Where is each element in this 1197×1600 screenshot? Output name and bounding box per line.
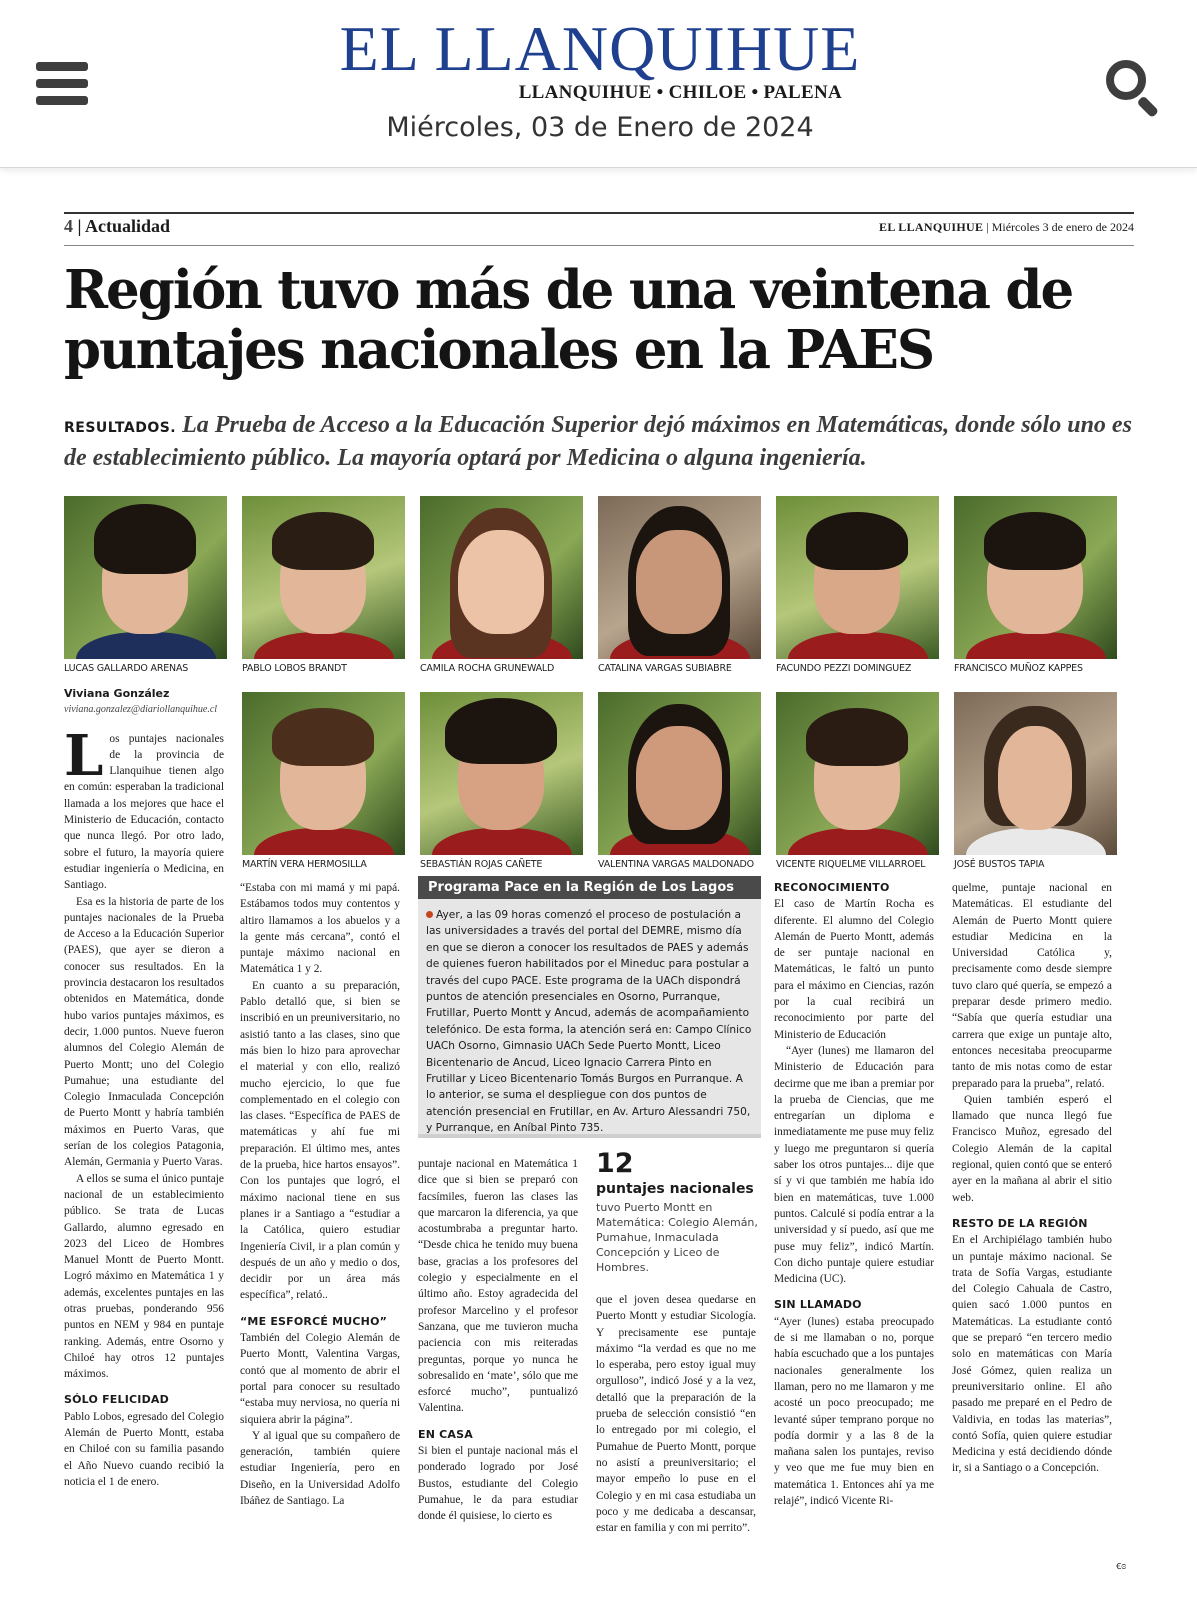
student-photo <box>420 496 583 674</box>
photo-caption: CATALINA VARGAS SUBIABRE <box>598 663 732 674</box>
student-photo <box>954 692 1117 870</box>
photo-caption: LUCAS GALLARDO ARENAS <box>64 663 189 674</box>
brand-regions: LLANQUIHUE • CHILOE • PALENA <box>518 82 842 103</box>
student-photo <box>242 692 405 870</box>
body-paragraph: Quien también esperó el llamado que nunca llegó fue Francisco Muñoz, egresado del Colegio Alemán de la capital regional, quien contó que se enteró ayer en la mañana al abrir el sitio web. <box>952 1093 1112 1204</box>
body-paragraph: que el joven desea quedarse en Puerto Montt y estudiar Sicología. Y precisamente ese puntaje máximo “la verdad es que no me lo esperaba, pero estoy igual muy orgulloso”, indicó José y a la vez, detalló que la preparación de la prueba de selección consistió “en lo entregado por mi colegio, el Pumahue de Puerto Montt, porque no asistí a preuniversitario; el mayor empeño lo puse en el Colegio y en mi casa estudiaba un poco y me dedicaba a descansar, estar en familia y con mi perrito”. <box>596 1294 756 1535</box>
author-name: Viviana González <box>64 687 170 700</box>
portrait-image <box>420 496 583 659</box>
student-photo <box>776 692 939 870</box>
portrait-image <box>420 692 583 855</box>
folio-section: Actualidad <box>84 216 171 236</box>
body-paragraph: “Estaba con mi mamá y mi papá. Estábamos todos muy contentos y altiro llamamos a los abuelos y a la gente más cercana”, contó el puntaje máximo nacional en Matemática 1 y 2. <box>240 882 400 976</box>
end-mark: ꞓɞ <box>1116 1560 1127 1572</box>
article-column-1 <box>64 686 224 1490</box>
site-header <box>0 0 1197 168</box>
folio-date: Miércoles 3 de enero de 2024 <box>991 220 1134 234</box>
photo-grid <box>64 496 1134 876</box>
section-subhead: RESTO DE LA REGIÓN <box>952 1216 1088 1230</box>
deck-kicker: RESULTADOS. <box>64 420 177 436</box>
student-photo <box>954 496 1117 674</box>
student-photo <box>598 692 761 870</box>
portrait-image <box>598 496 761 659</box>
stat-description: tuvo Puerto Montt en Matemática: Colegio Alemán, Pumahue, Inmaculada Concepción y Liceo de Hombres. <box>596 1201 758 1274</box>
stat-number: 12 <box>596 1148 634 1179</box>
article-column-4 <box>596 1292 756 1536</box>
folio-brand: EL LLANQUIHUE <box>879 220 984 234</box>
section-subhead: EN CASA <box>418 1427 473 1441</box>
photo-caption: MARTÍN VERA HERMOSILLA <box>242 859 367 870</box>
portrait-image <box>954 496 1117 659</box>
body-paragraph: El caso de Martín Rocha es diferente. El alumno del Colegio Alemán de Puerto Montt, además de ser puntaje nacional en Matemáticas, le faltó un punto para el máximo en Ciencias, razón por la cual recibirá un reconocimiento por parte del Ministerio de Educación <box>774 898 934 1041</box>
photo-caption: JOSÉ BUSTOS TAPIA <box>954 859 1045 870</box>
masthead[interactable] <box>300 14 900 104</box>
section-subhead: “ME ESFORCÉ MUCHO” <box>240 1314 388 1328</box>
info-box <box>418 876 761 1138</box>
photo-caption: FRANCISCO MUÑOZ KAPPES <box>954 663 1083 674</box>
bullet-icon <box>426 911 433 918</box>
drop-cap: L <box>64 722 104 789</box>
photo-caption: VALENTINA VARGAS MALDONADO <box>598 859 754 870</box>
search-icon[interactable] <box>1104 58 1164 118</box>
author-email[interactable]: viviana.gonzalez@diariollanquihue.cl <box>64 704 218 716</box>
lead-paragraph: Los puntajes nacionales de la provincia de Llanquihue tienen algo en común: esperaban la tradicional llamada a los mejores que hace el Ministerio de Educación, contacto que nunca llegó. Por otro lado, sobre el futuro, la mayoría quiere estudiar ingeniería o Medicina, en Santiago. <box>64 722 224 892</box>
student-photo <box>776 496 939 674</box>
body-paragraph: Si bien el puntaje nacional más el ponderado logrado por José Bustos, estudiante del Colegio Pumahue, le da para estudiar donde él quisiese, lo cierto es <box>418 1445 578 1523</box>
body-paragraph: En cuanto a su preparación, Pablo detalló que, si bien se inscribió en un preuniversitario, no asistió tanto a las clases, sino que más bien lo hizo para aprovechar el material y con ello, realizó mucho ejercicio, lo que fue complementado en el colegio con las clases. “Específica de PAES de matemáticas y ahí fue mi preparación. El último mes, antes de la prueba, hice hartos ensayos”. Con los puntajes que logró, el máximo nacional tiene en sus planes ir a Santiago a “estudiar a la Católica, quiero estudiar Ingeniería Civil, ir a plan común y después de un año y medio o dos, decidir por un área más específica”, relató.. <box>240 979 400 1302</box>
body-paragraph: quelme, puntaje nacional en Matemáticas. El estudiante del Alemán de Puerto Montt quiere estudiar Medicina en la Universidad Católica y, precisamente como desde siempre tuvo claro qué quería, se empezó a preparar desde primero medio. “Sabía que quería estudiar una carrera que exige un puntaje alto, entonces necesitaba preocuparme tanto de mis notas como de estar preparado para la prueba”, relató. <box>952 882 1112 1090</box>
portrait-image <box>242 692 405 855</box>
body-paragraph: Y al igual que su compañero de generación, también quiere estudiar Ingeniería, pero en Diseño, en la Universidad Adolfo Ibáñez de Santiago. La <box>240 1429 400 1507</box>
body-paragraph: Pablo Lobos, egresado del Colegio Alemán de Puerto Montt, estaba en Chiloé con su familia pasando el Año Nuevo cuando recibió la noticia el 1 de enero. <box>64 1410 224 1488</box>
photo-caption: CAMILA ROCHA GRUNEWALD <box>420 663 555 674</box>
body-paragraph: En el Archipiélago también hubo un puntaje máximo nacional. Se trata de Sofía Vargas, estudiante del Colegio Cahuala de Castro, quien sacó 1.000 puntos en Matemáticas. La estudiante contó que se preparó “en tercero medio solo en matemáticas con María José Gómez, quien realiza un preuniversitario online. El año pasado me preparé en el Pedro de Valdivia, en todas las materias”, contó Sofía, quien quiere estudiar Medicina y está decidiendo dónde ir, si a Santiago o a Concepción. <box>952 1234 1112 1475</box>
portrait-image <box>776 692 939 855</box>
stat-label: puntajes nacionales <box>596 1181 754 1197</box>
folio-page-number: 4 <box>64 216 73 236</box>
student-photo <box>242 496 405 674</box>
student-photo <box>598 496 761 674</box>
info-box-title: Programa Pace en la Región de Los Lagos <box>418 876 761 899</box>
body-paragraph: Esa es la historia de parte de los puntajes nacionales de la Prueba de Acceso a la Educación Superior (PAES), que ayer se dieron a conocer sus resultados. En la provincia destacaron los resultados obtenidos en Matemática, donde hubo varios puntajes máximos, es decir, 1.000 puntos. Nueve fueron alumnos del Colegio Alemán de Puerto Montt; uno del Colegio Pumahue; una estudiante del Colegio Inmaculada Concepción de Puerto Montt y habría también máximos en Puerto Varas, que serían de los colegios Patagonia, Alemán, Germania y Puerto Varas. <box>64 895 224 1169</box>
article-column-5 <box>774 880 934 1509</box>
info-box-body: Ayer, a las 09 horas comenzó el proceso de postulación a las universidades a través del portal del DEMRE, mismo día en que se dieron a conocer los resultados de PAES y además de quienes fueron habilitados por el Mineduc para postular a través del cupo PACE. Este programa de la UACh dispondrá puntos de atención presenciales en Osorno, Purranque, Frutillar, Puerto Montt y Ancud, además de acompañamiento telefónico. De esta forma, la atención será en: Campo Clínico UACh Osorno, Gimnasio UACh Sede Puerto Montt, Liceo Bicentenario de Ancud, Liceo Ignacio Carrera Pinto en Frutillar y Liceo Bicentenario Tomás Burgos en Purranque. A lo anterior, se suma el despliegue con dos puntos de atención presencial en Frutillar, en Av. Arturo Alessandri 750, y Purranque, en Aníbal Pinto 735. <box>426 909 752 1135</box>
portrait-image <box>954 692 1117 855</box>
stat-callout <box>596 1148 759 1275</box>
portrait-image <box>242 496 405 659</box>
photo-caption: SEBASTIÁN ROJAS CAÑETE <box>420 859 543 870</box>
section-subhead: RECONOCIMIENTO <box>774 881 890 894</box>
student-photo <box>64 496 227 674</box>
section-subhead: SIN LLAMADO <box>774 1298 862 1312</box>
body-paragraph: A ellos se suma el único puntaje nacional de un establecimiento público. Se trata de Lucas Gallardo, alumno egresado en 2023 del Liceo de Hombres Manuel Montt de Puerto Montt. Logró máximo en Matemática 1 y además, excelentes puntajes en las otras pruebas, ponderando 956 puntos en NEM y 984 en puntaje ranking. Además, entre Osorno y Chiloé hay otros 12 puntajes máximos. <box>64 1172 224 1381</box>
article-column-3 <box>418 1156 578 1525</box>
hamburger-menu-icon[interactable] <box>36 62 88 108</box>
student-photo <box>420 692 583 870</box>
section-subhead: SÓLO FELICIDAD <box>64 1393 169 1407</box>
body-paragraph: puntaje nacional en Matemática 1 dice que si bien se preparó con facsímiles, fueron las clases las que marcaron la diferencia, ya que acostumbraba a preguntar harto. “Desde chica he tenido muy buena base, gracias a los profesores del colegio y especialmente en el último año. Estoy agradecida del profesor Marcelino y el profesor Sanzana, que me tuvieron mucha paciencia con mis reiteradas preguntas, porque yo nunca he sobresalido en ‘mate’, sólo que me esforcé mucho”, puntualizó Valentina. <box>418 1158 578 1415</box>
body-paragraph: “Ayer (lunes) estaba preocupado de si me llamaban o no, porque había escuchado que a los puntajes nacionales generalmente los llaman, pero no me llamaron y me acosté un poco preocupado; me levanté súper temprano porque no podía dormir y a las 8 de la mañana salen los puntajes, reviso y veo que me fue muy bien en matemática 1. Entonces ahí ya me relajé”, indicó Vicente Ri- <box>774 1315 934 1507</box>
portrait-image <box>598 692 761 855</box>
article-column-2 <box>240 880 400 1509</box>
body-paragraph: También del Colegio Alemán de Puerto Montt, Valentina Vargas, contó que al momento de abrir el portal para conocer su resultado “estaba muy nerviosa, no quería ni siquiera abrir la página”. <box>240 1332 400 1426</box>
portrait-image <box>776 496 939 659</box>
article-headline: Región tuvo más de una veintena de puntajes nacionales en la PAES <box>64 259 1073 381</box>
brand-logo[interactable]: EL LLANQUIHUE <box>339 13 861 84</box>
edition-date: Miércoles, 03 de Enero de 2024 <box>386 112 814 143</box>
photo-caption: PABLO LOBOS BRANDT <box>242 663 347 674</box>
portrait-image <box>64 496 227 659</box>
article-column-6 <box>952 880 1112 1477</box>
body-paragraph: “Ayer (lunes) me llamaron del Ministerio de Educación para decirme que me iban a premiar por la prueba de Ciencias, que me entregarían un diploma e inmediatamente me puse muy feliz y luego me preguntaron si quería saber los otros puntajes... dije que sí y vi que también me había ido bien en matemáticas, tuve 1.000 puntos. Calculé si podía entrar a la universidad y sí puedo, así que me puse muy feliz”, indicó Martín. Con dicho puntaje quiere estudiar Medicina (UC). <box>774 1044 934 1286</box>
page-folio: 4 | Actualidad EL LLANQUIHUE | Miércoles 3 de enero de 2024 <box>64 212 1134 246</box>
photo-caption: FACUNDO PEZZI DOMINGUEZ <box>776 663 912 674</box>
deck-text: La Prueba de Acceso a la Educación Superior dejó máximos en Matemáticas, donde sólo uno es de establecimiento público. La mayoría optará por Medicina o alguna ingeniería. <box>64 412 1132 471</box>
article-deck <box>64 410 1134 473</box>
photo-caption: VICENTE RIQUELME VILLARROEL <box>776 859 926 870</box>
